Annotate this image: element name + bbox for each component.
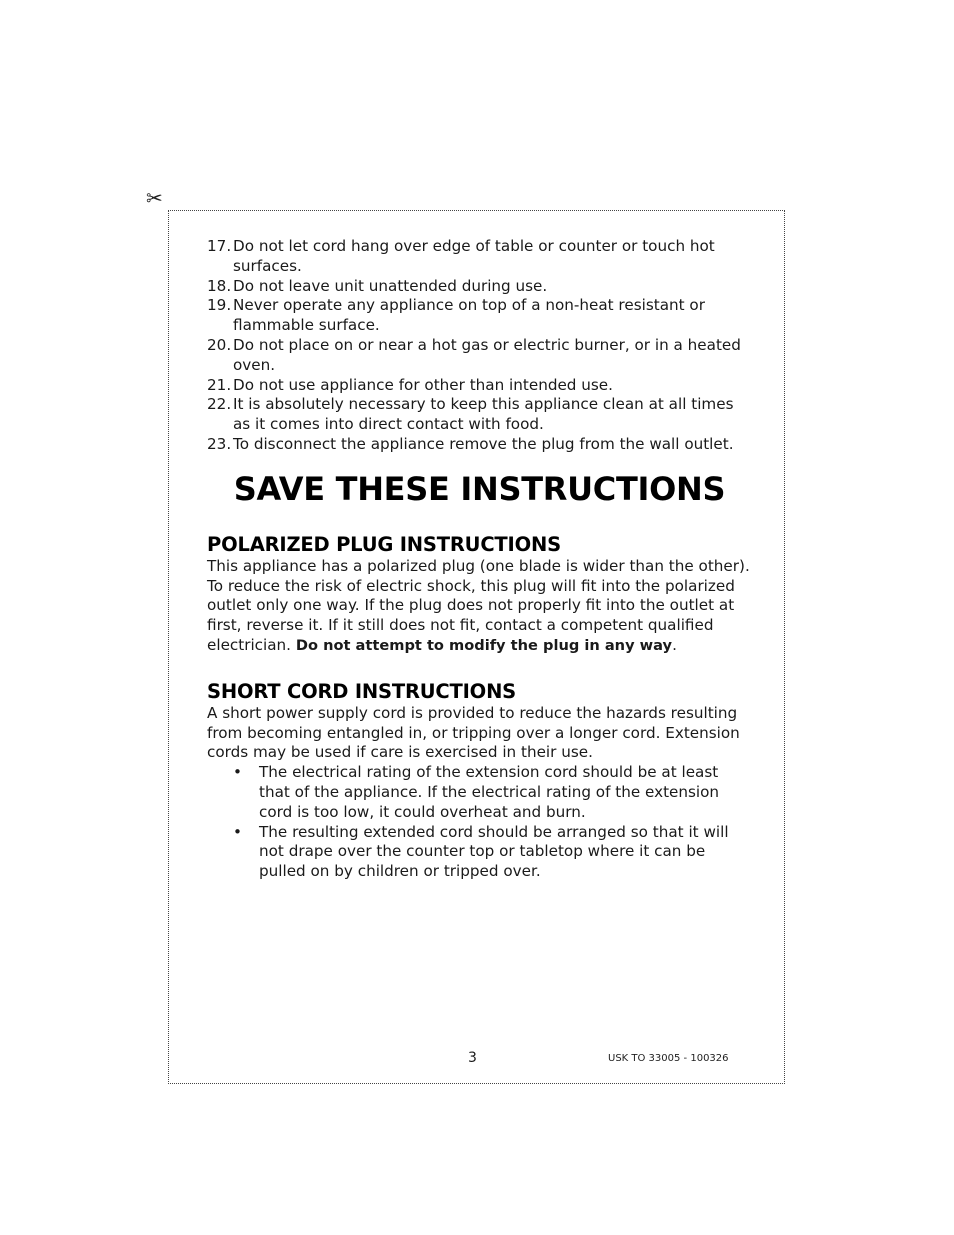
list-item — [207, 376, 752, 396]
safety-list — [207, 237, 752, 455]
item-number: 21. — [207, 375, 232, 394]
polarized-body: This appliance has a polarized plug (one blade is wider than the other). To reduce the risk of electric shock, this plug will fit into the polarized outlet only one way. If the plug does not properly fit into the outlet at first, reverse it. If it still does not fit, contact a competent qualified electrician. — [207, 556, 750, 654]
bullet-item — [207, 823, 752, 882]
short-cord-bullets — [207, 763, 752, 882]
item-text: Do not leave unit unattended during use. — [233, 276, 548, 295]
list-item — [207, 277, 752, 297]
scissors-icon: ✂ — [146, 186, 163, 210]
bullet-dot: • — [233, 822, 242, 841]
item-number: 18. — [207, 276, 232, 295]
bullet-text: The resulting extended cord should be arranged so that it will not drape over the counter top or tabletop where it can be pulled on by children or tripped over. — [259, 822, 729, 881]
page-number: 3 — [468, 1050, 477, 1066]
item-number: 23. — [207, 434, 232, 453]
item-text: Never operate any appliance on top of a non-heat resistant or flammable surface. — [233, 296, 705, 335]
item-text: Do not use appliance for other than intended use. — [233, 375, 613, 394]
page-content — [207, 237, 752, 882]
short-cord-paragraph: A short power supply cord is provided to reduce the hazards resulting from becoming entangled in, or tripping over a longer cord. Extension cords may be used if care is exercised in their use. — [207, 703, 740, 762]
polarized-warning: Do not attempt to modify the plug in any way — [295, 636, 673, 654]
item-number: 22. — [207, 395, 232, 414]
short-cord-heading: SHORT CORD INSTRUCTIONS — [207, 679, 517, 703]
bullet-text: The electrical rating of the extension cord should be at least that of the appliance. If the electrical rating of the extension cord is too low, it could overheat and burn. — [259, 763, 720, 821]
list-item — [207, 296, 752, 336]
save-instructions-title: SAVE THESE INSTRUCTIONS — [233, 469, 726, 508]
item-number: 17. — [207, 237, 232, 255]
list-item — [207, 336, 752, 376]
item-text: It is absolutely necessary to keep this appliance clean at all times as it comes into direct contact with food. — [233, 395, 734, 434]
bullet-dot: • — [233, 763, 242, 782]
item-number: 19. — [207, 296, 232, 315]
bullet-item — [207, 763, 752, 822]
list-item — [207, 237, 752, 277]
polarized-plug-heading: POLARIZED PLUG INSTRUCTIONS — [207, 532, 561, 556]
item-text: Do not let cord hang over edge of table or counter or touch hot surfaces. — [233, 237, 715, 275]
document-code: USK TO 33005 - 100326 — [608, 1053, 729, 1064]
list-item — [207, 395, 752, 435]
list-item — [207, 435, 752, 455]
item-text: Do not place on or near a hot gas or electric burner, or in a heated oven. — [233, 335, 741, 374]
polarized-plug-paragraph — [207, 557, 752, 656]
item-text: To disconnect the appliance remove the plug from the wall outlet. — [233, 434, 734, 453]
polarized-end: . — [672, 635, 677, 654]
item-number: 20. — [207, 335, 232, 354]
